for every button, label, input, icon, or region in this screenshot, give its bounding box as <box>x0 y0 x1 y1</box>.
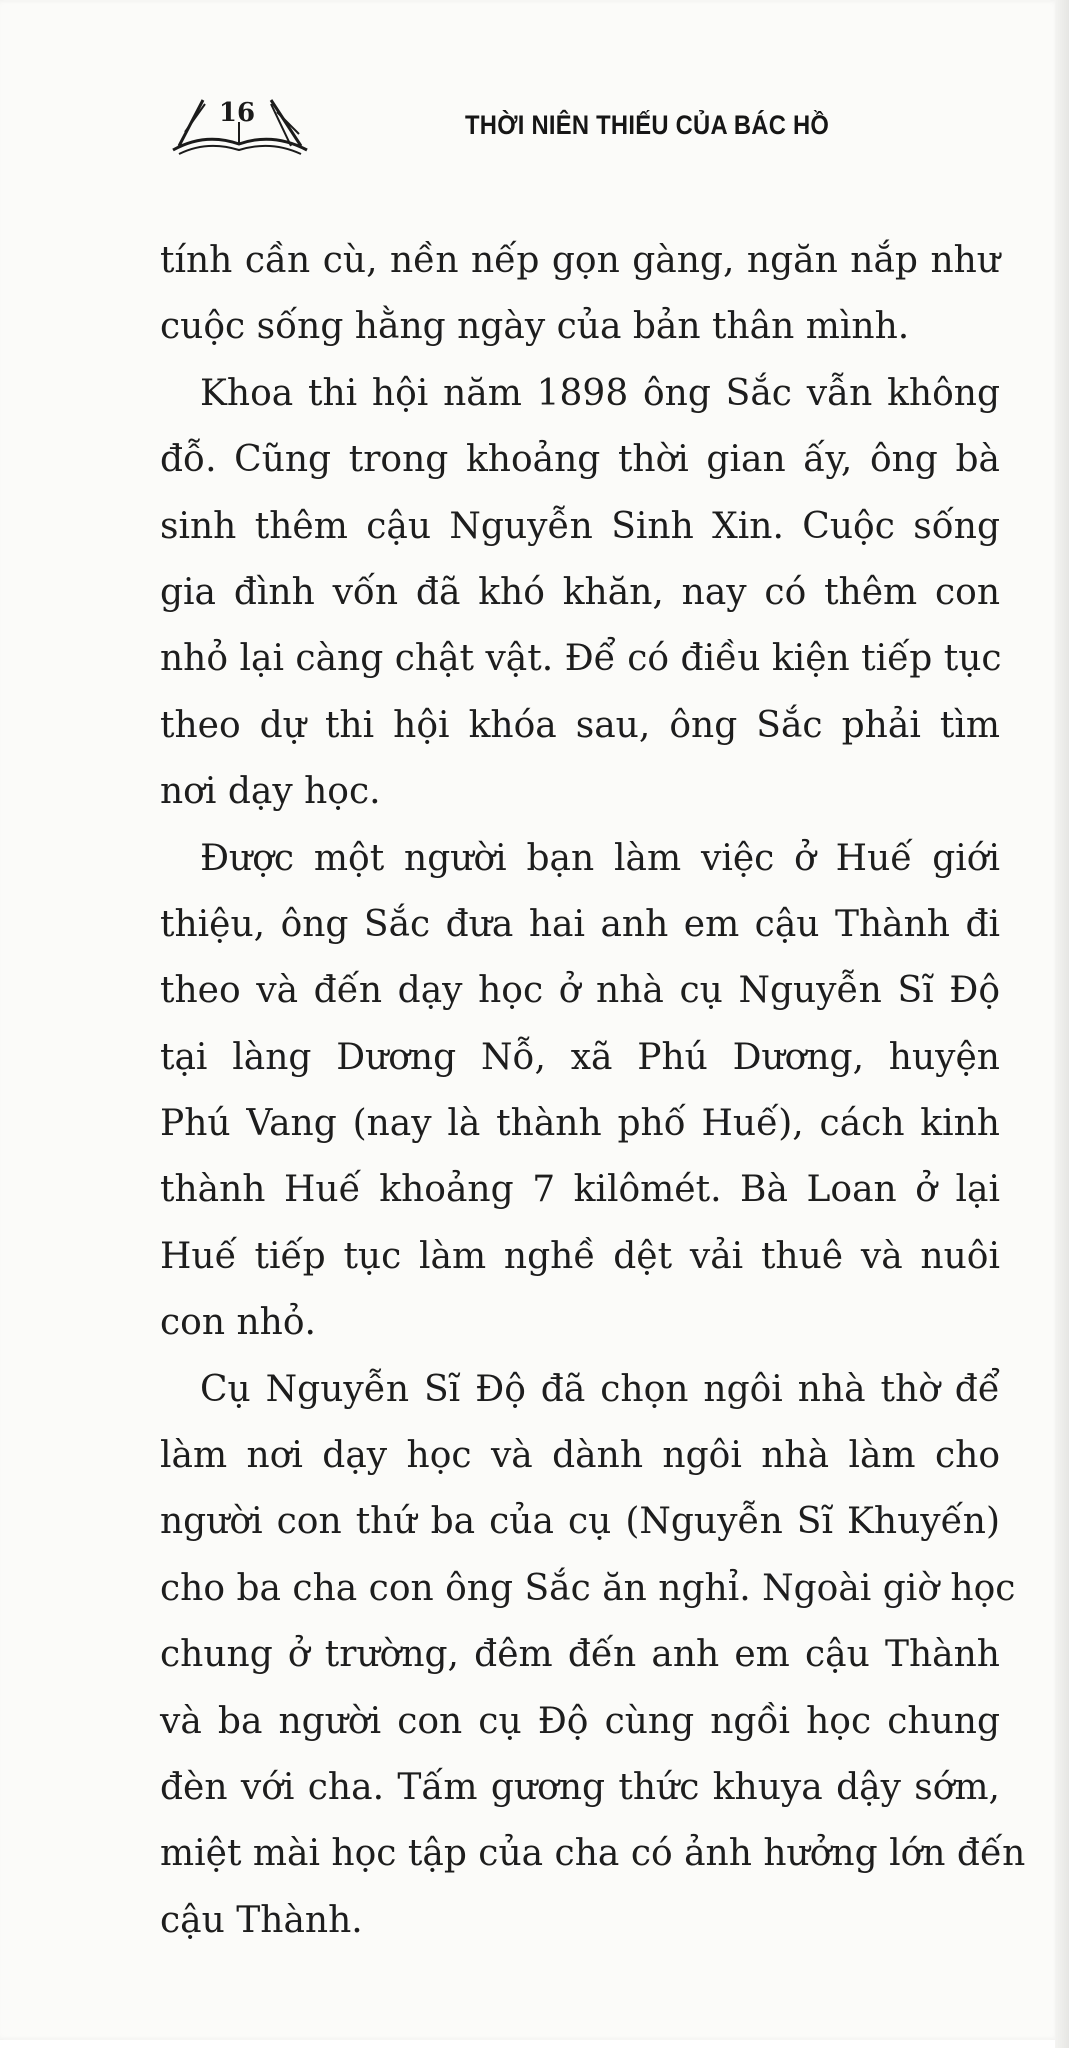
text-line: đèn với cha. Tấm gương thức khuya dậy sớm, <box>160 1766 1000 1808</box>
text-line: theo và đến dạy học ở nhà cụ Nguyễn Sĩ Độ <box>160 970 1000 1012</box>
page-header <box>165 92 905 162</box>
text-line: và ba người con cụ Độ cùng ngồi học chung <box>160 1700 1000 1742</box>
text-line: tính cần cù, nền nếp gọn gàng, ngăn nắp như <box>160 240 1000 281</box>
text-line: sinh thêm cậu Nguyễn Sinh Xin. Cuộc sống <box>160 505 1000 547</box>
text-line: gia đình vốn đã khó khăn, nay có thêm con <box>160 571 1000 613</box>
text-line: theo dự thi hội khóa sau, ông Sắc phải tìm <box>160 704 1000 746</box>
text-line: làm nơi dạy học và dành ngôi nhà làm cho <box>160 1435 1000 1477</box>
running-title: THỜI NIÊN THIẾU CỦA BÁC HỒ <box>465 110 830 140</box>
text-line: Khoa thi hội năm 1898 ông Sắc vẫn không <box>200 372 1000 414</box>
text-line: Được một người bạn làm việc ở Huế giới <box>200 837 1000 879</box>
text-line: Phú Vang (nay là thành phố Huế), cách kinh <box>160 1103 1000 1145</box>
text-line: cho ba cha con ông Sắc ăn nghỉ. Ngoài giờ học <box>160 1567 1016 1609</box>
text-line: Huế tiếp tục làm nghề dệt vải thuê và nuôi <box>160 1235 1000 1277</box>
text-line: cậu Thành. <box>160 1899 363 1941</box>
text-line: tại làng Dương Nỗ, xã Phú Dương, huyện <box>160 1036 1000 1078</box>
page-number: 16 <box>218 98 256 128</box>
text-line: thiệu, ông Sắc đưa hai anh em cậu Thành đi <box>160 903 1000 945</box>
text-line: chung ở trường, đêm đến anh em cậu Thành <box>160 1634 1000 1676</box>
text-line: đỗ. Cũng trong khoảng thời gian ấy, ông bà <box>160 439 1000 481</box>
text-line: nhỏ lại càng chật vật. Để có điều kiện tiếp tục <box>160 638 1002 680</box>
text-line: người con thứ ba của cụ (Nguyễn Sĩ Khuyến) <box>160 1501 1000 1543</box>
page-edge-shadow <box>1055 0 1069 2048</box>
text-line: Cụ Nguyễn Sĩ Độ đã chọn ngôi nhà thờ để <box>200 1368 1000 1410</box>
body-text <box>160 228 1026 1954</box>
text-line: thành Huế khoảng 7 kilômét. Bà Loan ở lại <box>160 1169 1000 1211</box>
text-line: nơi dạy học. <box>160 771 381 813</box>
text-line: con nhỏ. <box>160 1302 316 1344</box>
text-line: miệt mài học tập của cha có ảnh hưởng lớn đến <box>160 1833 1026 1875</box>
text-line: cuộc sống hằng ngày của bản thân mình. <box>160 306 910 348</box>
